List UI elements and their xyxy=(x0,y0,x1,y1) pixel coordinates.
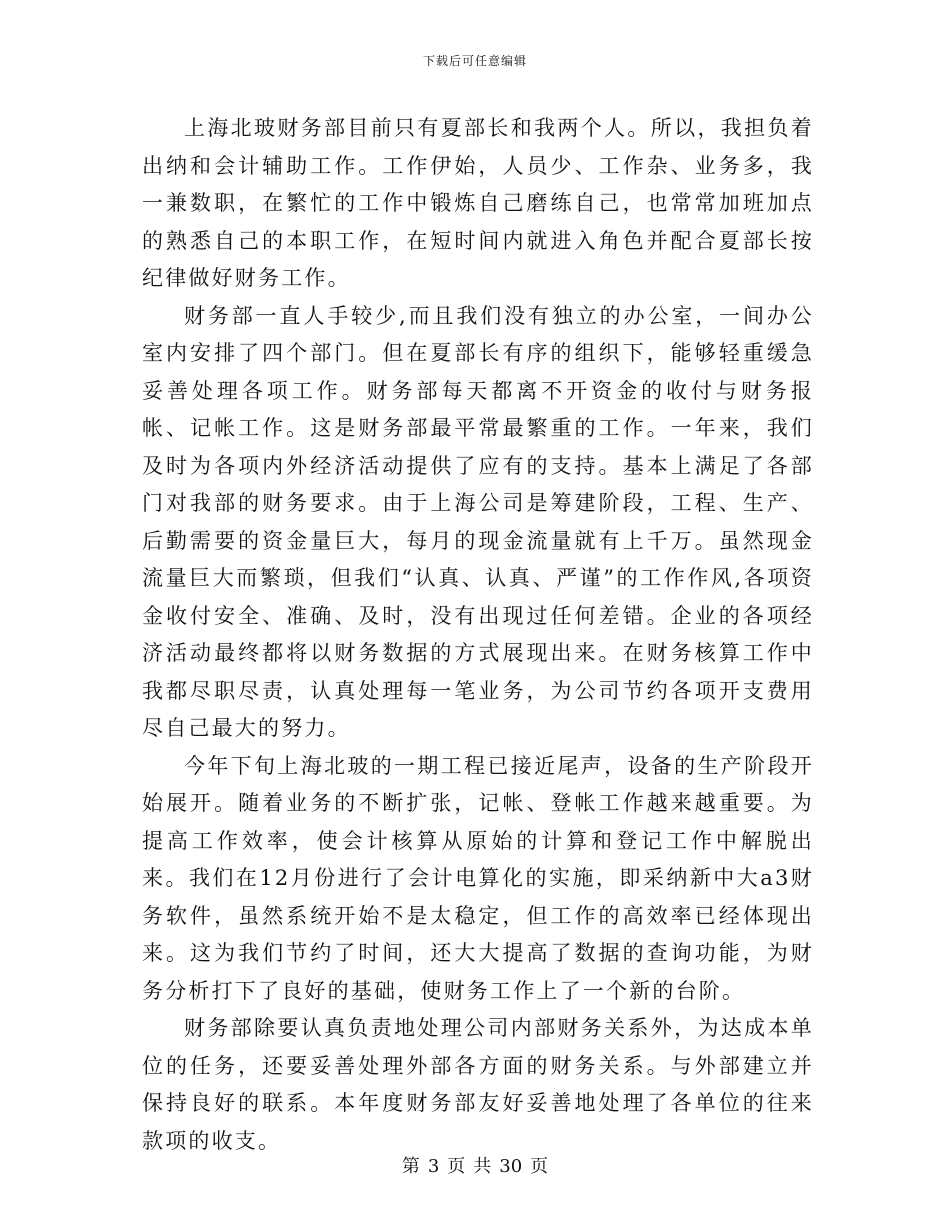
paragraph-4: 财务部除要认真负责地处理公司内部财务关系外，为达成本单位的任务，还要妥善处理外部各方面的财务关系。与外部建立并保持良好的联系。本年度财务部友好妥善地处理了各单位的往来款项的收支。 xyxy=(142,1016,814,1153)
total-label: 共 xyxy=(473,1156,492,1177)
page-footer xyxy=(0,1152,950,1178)
document-body xyxy=(142,110,814,1160)
paragraph-2: 财务部一直人手较少,而且我们没有独立的办公室，一间办公室内安排了四个部门。但在夏部长有序的组织下，能够轻重缓急妥善处理各项工作。财务部每天都离不开资金的收付与财务报帐、记帐工作。这是财务部最平常最繁重的工作。一年来，我们及时为各项内外经济活动提供了应有的支持。基本上满足了各部门对我部的财务要求。由于上海公司是筹建阶段，工程、生产、后勤需要的资金量巨大，每月的现金流量就有上千万。虽然现金流量巨大而繁琐，但我们“认真、认真、严谨”的工作作风,各项资金收付安全、准确、及时，没有出现过任何差错。企业的各项经济活动最终都将以财务数据的方式展现出来。在财务核算工作中我都尽职尽责，认真处理每一笔业务，为公司节约各项开支费用尽自己最大的努力。 xyxy=(142,303,814,740)
paragraph-1: 上海北玻财务部目前只有夏部长和我两个人。所以，我担负着出纳和会计辅助工作。工作伊始，人员少、工作杂、业务多，我一兼数职，在繁忙的工作中锻炼自己磨练自己，也常常加班加点的熟悉自己的本职工作，在短时间内就进入角色并配合夏部长按纪律做好财务工作。 xyxy=(142,116,814,290)
page-label-prefix: 第 xyxy=(401,1156,420,1177)
page-unit: 页 xyxy=(447,1156,466,1177)
page-header: 下载后可任意编辑 xyxy=(422,54,527,68)
current-page-number: 3 xyxy=(427,1156,440,1177)
total-pages-number: 30 xyxy=(499,1156,523,1177)
paragraph-3: 今年下旬上海北玻的一期工程已接近尾声，设备的生产阶段开始展开。随着业务的不断扩张，记帐、登帐工作越来越重要。为提高工作效率，使会计核算从原始的计算和登记工作中解脱出来。我们在12月份进行了会计电算化的实施，即采纳新中大a3财务软件，虽然系统开始不是太稳定，但工作的高效率已经体现出来。这为我们节约了时间，还大大提高了数据的查询功能，为财务分析打下了良好的基础，使财务工作上了一个新的台阶。 xyxy=(142,753,814,1003)
total-unit: 页 xyxy=(530,1156,549,1177)
